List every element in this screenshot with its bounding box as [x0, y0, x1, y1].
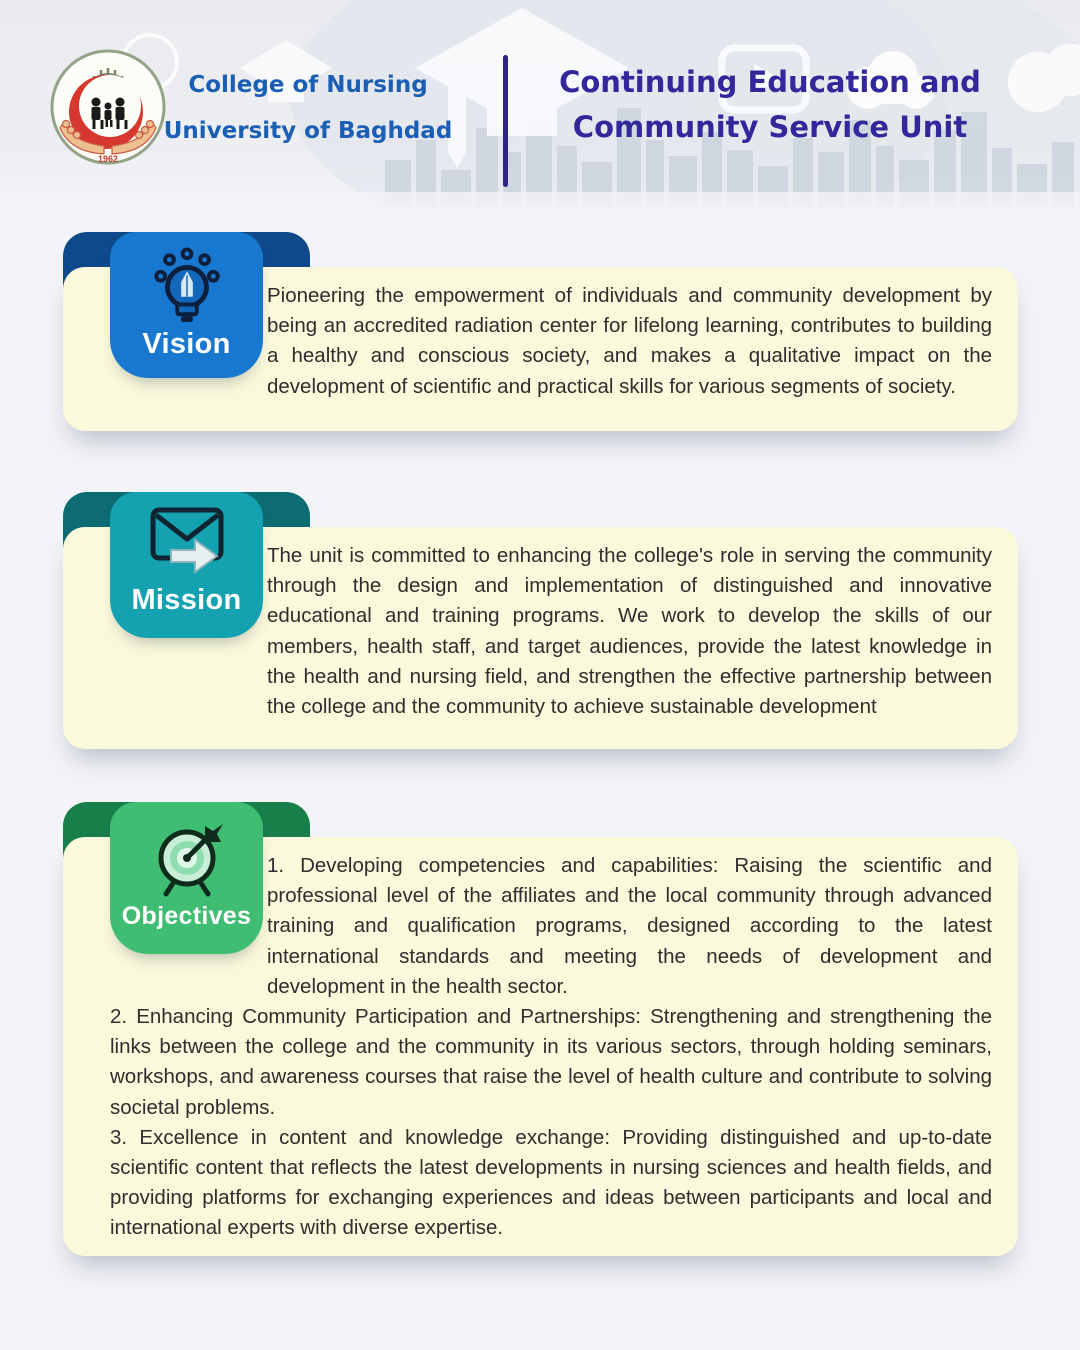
lightbulb-idea-icon [148, 246, 226, 324]
vision-text: Pioneering the empowerment of individuals and community development by being an accredited radiation center for lifelong learning, contributes to building a healthy and conscious society, and makes a qualitative impact on the development of scientific and practical skills for various segments of society. [267, 284, 992, 398]
objective-1-text: 1. Developing competencies and capabilities: Raising the scientific and professional level of the affiliates and the local community through advanced training and qualification programs, designed according to the latest international standards and meeting the needs of development and development in the health sector. [267, 854, 992, 998]
unit-title [530, 60, 1010, 150]
objective-3-text: 3. Excellence in content and knowledge exchange: Providing distinguished and up-to-date scientific content that reflects the latest developments in nursing sciences and health fields, and providing platforms for exchanging experiences and ideas between participants and local and international experts with diverse expertise. [110, 1125, 992, 1240]
objectives-section [63, 837, 1018, 1256]
mission-ribbon [110, 492, 263, 638]
envelope-arrow-icon [145, 506, 229, 580]
unit-title-line2: Community Service Unit [572, 110, 968, 144]
vision-label: Vision [142, 328, 231, 360]
mission-label: Mission [131, 584, 242, 616]
college-logo [48, 44, 168, 170]
mission-text: The unit is committed to enhancing the college's role in serving the community through the design and implementation of distinguished and innovative educational and training programs. We work to develop the skills of our members, health staff, and target audiences, provide the latest knowledge in the health and nursing field, and strengthen the effective partnership between the college and the community to achieve sustainable development [267, 544, 992, 719]
header-divider [503, 55, 508, 187]
org-title-line2: University of Baghdad [163, 118, 453, 144]
vision-ribbon [110, 232, 263, 378]
mission-section [63, 527, 1018, 749]
org-title [158, 62, 458, 154]
logo-year: 1962 [97, 154, 119, 164]
objective-2-text: 2. Enhancing Community Participation and Partnerships: Strengthening and strengthening the links between the college and the community in its various sectors, through holding seminars, workshops, and awareness courses that raise the level of health culture and contribute to solving societal problems. [110, 1005, 992, 1119]
objectives-label: Objectives [121, 902, 252, 930]
objectives-ribbon [110, 802, 263, 954]
page-header [0, 0, 1080, 207]
vision-section [63, 267, 1018, 431]
dartboard-target-icon [145, 816, 229, 900]
unit-title-line1: Continuing Education and [559, 65, 981, 99]
org-title-line1: College of Nursing [188, 72, 428, 98]
